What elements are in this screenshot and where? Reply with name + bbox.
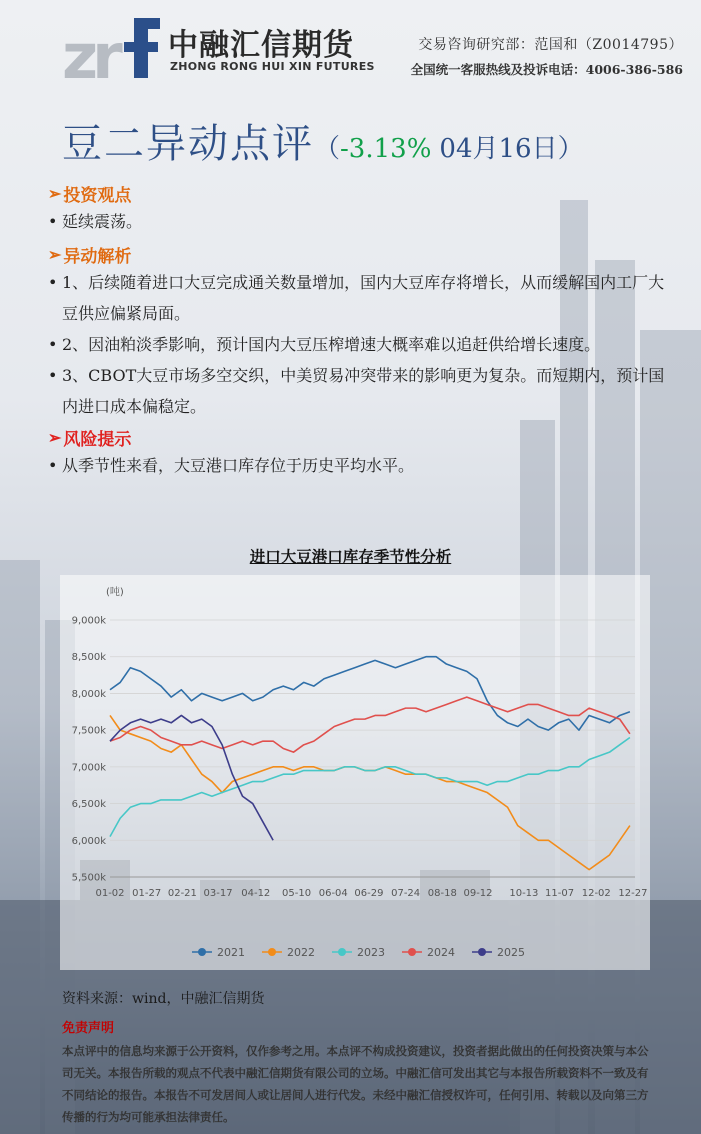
- analyst-line: 交易咨询研究部：范国和（Z0014795）: [418, 37, 683, 53]
- x-tick-label: 06-29: [354, 888, 384, 899]
- title-paren-close: ）: [557, 134, 584, 164]
- x-tick-label: 11-07: [545, 888, 575, 899]
- disclaimer-title: 免责声明: [62, 1021, 115, 1036]
- x-tick-label: 07-24: [391, 888, 421, 899]
- list-item: • 从季节性来看，大豆港口库存位于历史平均水平。: [48, 450, 673, 481]
- legend-marker-2024: [408, 948, 416, 956]
- section-heading-view: [48, 180, 673, 206]
- page-title: [62, 112, 584, 169]
- title-paren-open: （: [314, 134, 341, 164]
- y-tick-label: 7,000k: [71, 762, 106, 774]
- y-tick-label: 9,000k: [71, 615, 106, 627]
- logo-company-name: 中融汇信期货: [168, 28, 354, 63]
- logo-company-name-en: ZHONG RONG HUI XIN FUTURES: [170, 60, 375, 73]
- svg-text:zr: zr: [62, 20, 117, 82]
- chart-panel: [60, 575, 650, 970]
- list-item: • 3、CBOT大豆市场多空交织，中美贸易冲突带来的影响更为复杂。而短期内，预计国内进口成本偏稳定。: [48, 360, 673, 422]
- legend-marker-2022: [268, 948, 276, 956]
- chevron-right-icon: ➢: [48, 244, 62, 264]
- x-tick-label: 09-12: [463, 888, 493, 899]
- legend-label-2025: 2025: [497, 946, 525, 959]
- x-tick-label: 08-18: [427, 888, 457, 899]
- x-tick-label: 01-02: [95, 888, 125, 899]
- legend-marker-2021: [198, 948, 206, 956]
- y-tick-label: 5,500k: [71, 872, 106, 884]
- x-tick-label: 04-12: [241, 888, 271, 899]
- y-tick-label: 6,500k: [71, 799, 106, 811]
- x-tick-label: 12-27: [618, 888, 648, 899]
- y-tick-label: 7,500k: [71, 725, 106, 737]
- y-tick-label: 8,000k: [71, 688, 106, 700]
- list-item: • 1、后续随着进口大豆完成通关数量增加，国内大豆库存将增长，从而缓解国内工厂大豆供应偏紧局面。: [48, 267, 673, 329]
- chevron-right-icon: ➢: [48, 183, 62, 203]
- hotline-line: 全国统一客服热线及投诉电话：4006-386-586: [410, 62, 683, 77]
- x-tick-label: 06-04: [318, 888, 348, 899]
- chevron-right-icon: ➢: [48, 427, 62, 447]
- legend-marker-2023: [338, 948, 346, 956]
- chart-title: 进口大豆港口库存季节性分析: [249, 547, 452, 566]
- legend-marker-2025: [478, 948, 486, 956]
- list-item: • 2、因油粕淡季影响，预计国内大豆压榨增速大概率难以追赶供给增长速度。: [48, 329, 673, 360]
- disclaimer-text: 本点评中的信息均来源于公开资料，仅作参考之用。本点评不构成投资建议，投资者据此做出的任何投资决策与本公司无关。本报告所载的观点不代表中融汇信期货有限公司的立场。中融汇信可发出其它与本报告所载资料不一致及有不同结论的报告。本报告不可发居间人或让居间人进行代发。未经中融汇信授权许可，任何引用、转载以及向第三方传播的行为均可能承担法律责任。: [62, 1044, 649, 1124]
- y-tick-label: 6,000k: [71, 835, 106, 847]
- section-heading-label: 投资观点: [63, 185, 132, 206]
- risk-list: [48, 450, 673, 481]
- legend-label-2023: 2023: [357, 946, 385, 959]
- report-content: [48, 180, 673, 481]
- x-tick-label: 03-17: [203, 888, 233, 899]
- contact-info: [411, 34, 683, 78]
- legend-label-2022: 2022: [287, 946, 315, 959]
- x-tick-label: 12-02: [581, 888, 611, 899]
- view-list: [48, 206, 673, 237]
- section-heading-risk: [48, 424, 673, 450]
- list-item: • 延续震荡。: [48, 206, 673, 237]
- title-main: 豆二异动点评: [62, 121, 314, 167]
- legend-label-2024: 2024: [427, 946, 455, 959]
- analysis-list: [48, 267, 673, 422]
- report-date: 04月16日: [439, 134, 558, 164]
- legend-label-2021: 2021: [217, 946, 245, 959]
- section-heading-label: 风险提示: [63, 429, 132, 450]
- x-tick-label: 02-21: [167, 888, 197, 899]
- x-tick-label: 01-27: [132, 888, 162, 899]
- y-tick-label: 8,500k: [71, 652, 106, 664]
- x-tick-label: 05-10: [282, 888, 312, 899]
- data-source: 资料来源：wind，中融汇信期货: [62, 991, 265, 1007]
- inventory-seasonal-line-chart: [60, 575, 650, 970]
- section-heading-label: 异动解析: [63, 246, 132, 267]
- y-axis-unit: (吨): [106, 587, 124, 598]
- x-tick-label: 10-13: [509, 888, 539, 899]
- section-heading-analysis: [48, 241, 673, 267]
- price-change: -3.13%: [340, 134, 432, 164]
